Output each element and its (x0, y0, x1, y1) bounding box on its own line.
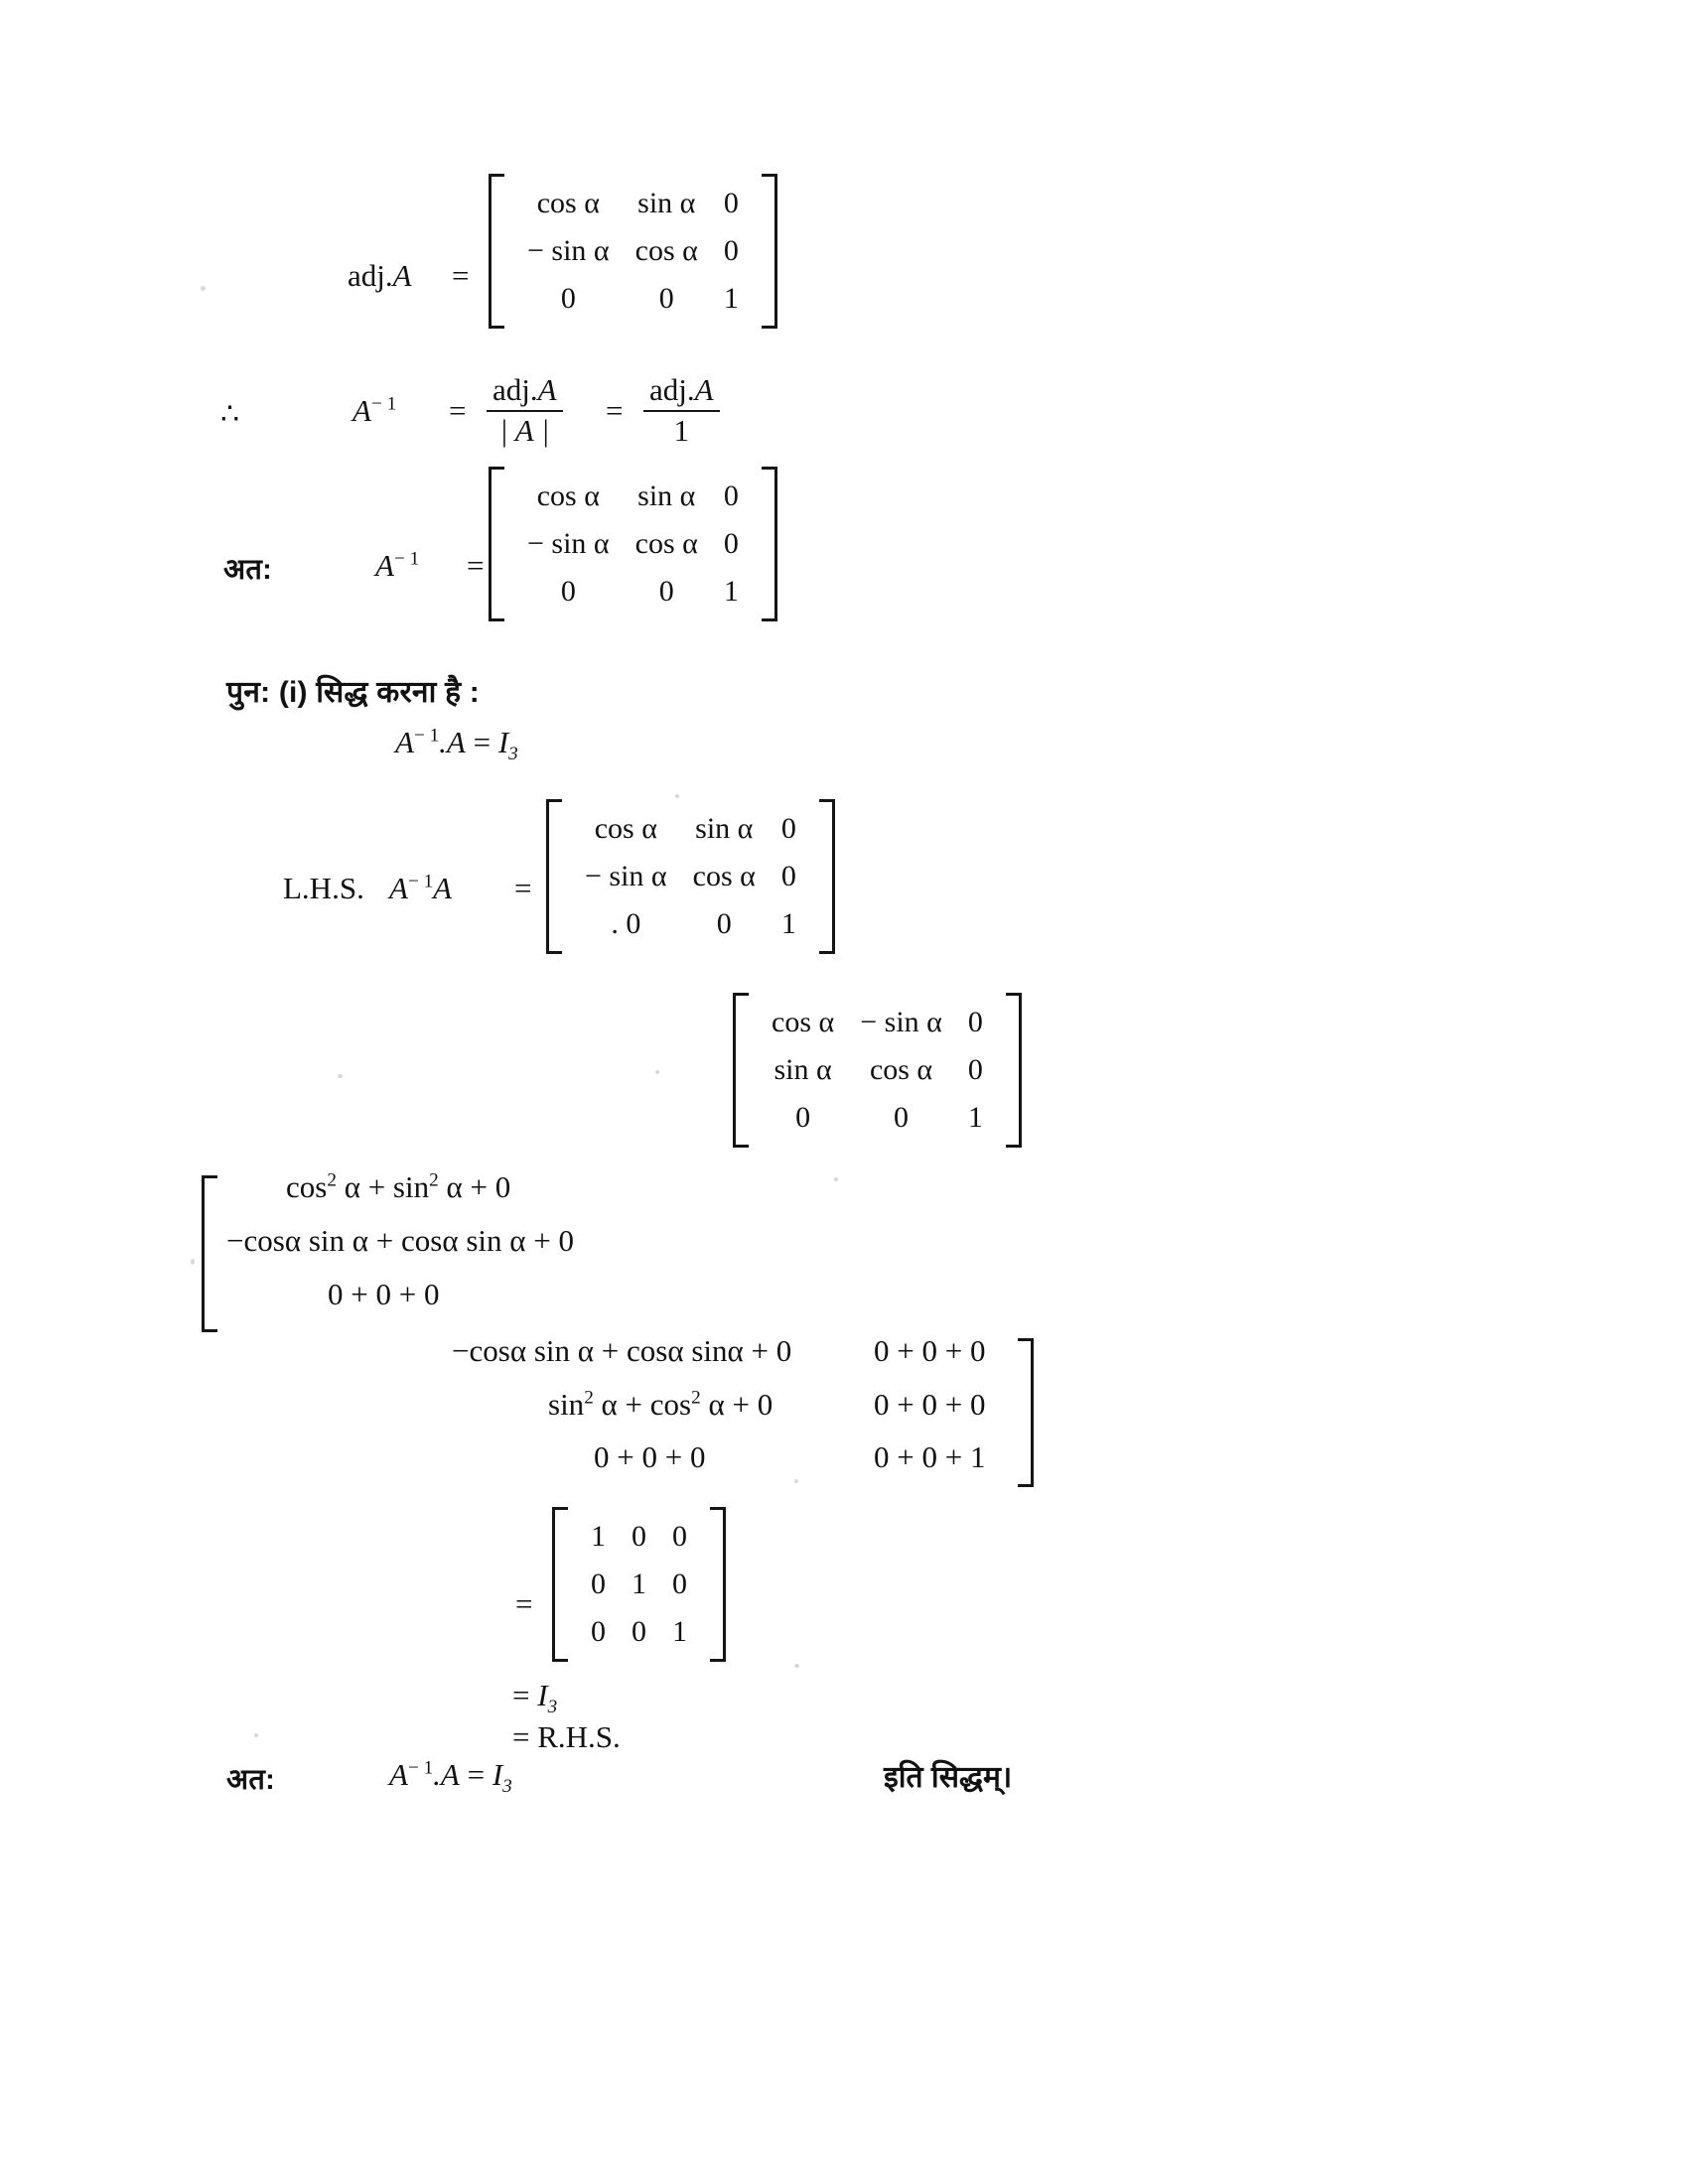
cell: 1 (632, 1568, 646, 1600)
matrix-cells (562, 799, 819, 954)
bracket-left (552, 1507, 568, 1662)
scan-speck (191, 1259, 195, 1265)
lhs-first-matrix (546, 799, 835, 954)
A-letter-2: A (433, 871, 453, 905)
A-letter: A (389, 871, 408, 905)
scan-speck (794, 1479, 798, 1483)
exponent-minus-one: − 1 (393, 548, 420, 570)
I3-symbol: $I_3$ (492, 1757, 512, 1798)
cell: 0 (560, 282, 576, 315)
fraction-numerator (643, 373, 720, 410)
dot-A: .A (439, 725, 466, 759)
product-entry-r1c1: $\cos^2 \alpha + \sin^2 \alpha + 0$ (286, 1169, 511, 1204)
equals-sign-2: = (606, 393, 624, 428)
A-letter: A (537, 372, 557, 407)
fraction-numerator (487, 373, 563, 410)
cell: 1 (723, 282, 739, 315)
cell: 0 (967, 1053, 983, 1086)
cell: 1 (591, 1520, 606, 1553)
cell: cos α (536, 187, 600, 219)
fraction-adjA-over-one (643, 372, 720, 450)
cell: 0 (723, 527, 739, 560)
cell: 0 (658, 575, 674, 608)
cell: cos α (869, 1053, 933, 1086)
A-inverse-matrix (489, 467, 777, 621)
cell: 0 (894, 1101, 910, 1134)
lhs-label: L.H.S. (283, 871, 364, 905)
cell: 1 (672, 1615, 687, 1648)
cell: 0 (672, 1568, 687, 1600)
product-entry-r2c1: −cosα sin α + cosα sin α + 0 (226, 1223, 574, 1258)
bracket-right (710, 1507, 726, 1662)
lhs-A-inverse-A (389, 871, 452, 906)
product-entry-r2c3: 0 + 0 + 0 (874, 1387, 986, 1422)
scan-speck (254, 1733, 258, 1737)
cell: 0 (723, 479, 739, 512)
adj-text: adj. (492, 372, 538, 407)
adjoint-of-A-matrix (489, 174, 777, 329)
exponent-minus-one: − 1 (370, 393, 397, 415)
I3-symbol: $I_3$ (537, 1678, 558, 1718)
product-entry-r2c2: $\sin^2 \alpha + \cos^2 \alpha + 0$ (548, 1387, 774, 1422)
matrix-cells (749, 993, 1006, 1148)
fraction-denominator: | A | (487, 410, 563, 449)
ato-label-1: अत: (223, 554, 272, 586)
product-matrix-bracket-left (202, 1175, 217, 1332)
equation-to-prove (395, 725, 518, 765)
scan-speck (794, 1664, 799, 1668)
scan-speck (201, 286, 206, 291)
bracket-left (489, 174, 504, 329)
adj-text: adj. (348, 258, 393, 293)
matrix-A-second-factor (733, 993, 1022, 1148)
rhs-label: R.H.S. (537, 1719, 621, 1754)
A-letter: A (352, 393, 371, 428)
cell: 0 (591, 1568, 606, 1600)
cell: cos α (594, 812, 657, 845)
cell: cos α (634, 234, 698, 267)
equals-sign-adj: = (452, 258, 470, 293)
equals-sign: = (512, 1719, 530, 1754)
exponent-minus-one: − 1 (413, 725, 440, 747)
equals-sign: = (473, 725, 492, 759)
equals-sign-1: = (449, 393, 467, 428)
A-letter: A (375, 548, 394, 583)
cell: sin α (637, 187, 696, 219)
matrix-cells (568, 1507, 710, 1662)
cell: cos α (692, 860, 756, 892)
bracket-left (546, 799, 562, 954)
therefore-symbol: ∴ (220, 398, 240, 431)
product-entry-r3c1: 0 + 0 + 0 (328, 1277, 440, 1311)
equals-sign-3: = (467, 548, 485, 583)
A-letter: A (389, 1757, 408, 1792)
cell: 0 (672, 1520, 687, 1553)
exponent-minus-one: − 1 (407, 871, 434, 892)
bracket-right (819, 799, 835, 954)
fraction-adjA-over-absA (487, 372, 563, 450)
ato-label-2: अत: (226, 1764, 275, 1796)
cell: 0 (632, 1520, 646, 1553)
cell: 0 (560, 575, 576, 608)
exponent-minus-one: − 1 (407, 1757, 434, 1779)
result-equals-I3 (512, 1678, 557, 1718)
product-entry-r1c3: 0 + 0 + 0 (874, 1333, 986, 1368)
cell: 0 (795, 1101, 811, 1134)
product-entry-r3c2: 0 + 0 + 0 (594, 1439, 706, 1474)
dot-A: .A (433, 1757, 460, 1792)
cell: 0 (591, 1615, 606, 1648)
bracket-left (733, 993, 749, 1148)
identity-matrix (552, 1507, 726, 1662)
cell: sin α (695, 812, 754, 845)
cell: − sin α (527, 234, 610, 267)
cell: cos α (634, 527, 698, 560)
cell: 0 (723, 187, 739, 219)
A-inverse-symbol-2 (375, 548, 419, 584)
cell: cos α (772, 1006, 835, 1038)
cell: 0 (716, 907, 732, 940)
cell: 1 (780, 907, 796, 940)
result-equals-rhs (512, 1719, 621, 1755)
cell: 0 (967, 1006, 983, 1038)
matrix-A-symbol: A (392, 258, 412, 293)
cell: 0 (658, 282, 674, 315)
alpha: α (344, 1169, 360, 1204)
scan-speck (655, 1070, 659, 1074)
punah-prove-statement: पुन: (i) सिद्ध करना है : (226, 676, 480, 709)
cell: 0 (723, 234, 739, 267)
cell: . 0 (611, 907, 641, 940)
cell: 0 (780, 860, 796, 892)
equals-sign: = (467, 1757, 486, 1792)
cell: 1 (967, 1101, 983, 1134)
final-equation (389, 1757, 512, 1798)
product-entry-r3c3: 0 + 0 + 1 (874, 1439, 986, 1474)
bracket-right (762, 467, 777, 621)
fraction-denominator: 1 (643, 410, 720, 449)
bracket-right (762, 174, 777, 329)
scan-speck (834, 1177, 838, 1181)
bracket-right (1006, 993, 1022, 1148)
adj-text: adj. (649, 372, 695, 407)
I3-symbol: $I_3$ (497, 725, 518, 765)
equals-sign: = (512, 1678, 530, 1712)
cell: sin α (637, 479, 696, 512)
matrix-cells (504, 467, 762, 621)
bracket-left (489, 467, 504, 621)
product-matrix-bracket-right (1018, 1338, 1034, 1487)
iti-siddham-label: इति सिद्धम्। (884, 1761, 1013, 1794)
matrix-cells (504, 174, 762, 329)
cell: cos α (536, 479, 600, 512)
cell: − sin α (527, 527, 610, 560)
product-entry-r1c2: −cosα sin α + cosα sinα + 0 (452, 1333, 792, 1368)
scan-speck (338, 1074, 343, 1078)
scan-speck (675, 794, 679, 798)
equals-sign-5: = (515, 1586, 533, 1621)
A-letter: A (694, 372, 714, 407)
equals-sign-4: = (514, 871, 532, 905)
A-letter: A (395, 725, 414, 759)
adj-A-label (348, 258, 412, 294)
cell: 1 (723, 575, 739, 608)
cell: − sin α (860, 1006, 942, 1038)
A-inverse-symbol-1 (352, 393, 396, 429)
cell: sin α (774, 1053, 832, 1086)
cell: − sin α (585, 860, 667, 892)
cell: 0 (780, 812, 796, 845)
cell: 0 (632, 1615, 646, 1648)
